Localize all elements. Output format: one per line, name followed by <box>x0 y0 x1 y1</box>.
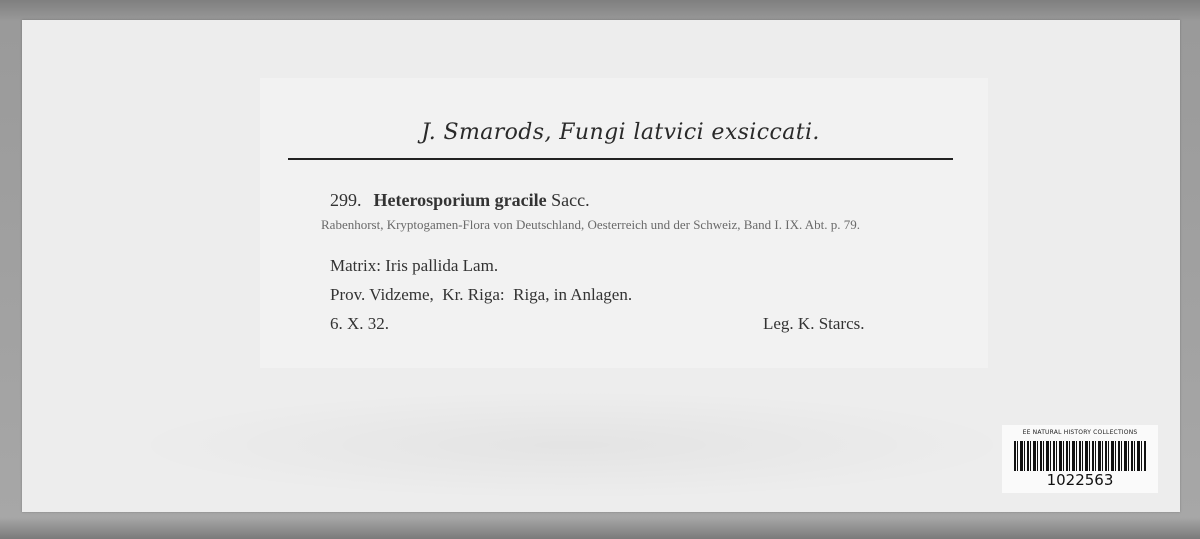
entry-number: 299. <box>330 190 362 210</box>
taxon-author: Sacc. <box>551 190 590 210</box>
locality-line: Prov. Vidzeme, Kr. Riga: Riga, in Anlagen. <box>330 285 633 304</box>
herbarium-sheet <box>22 20 1180 512</box>
barcode-caption: EE NATURAL HISTORY COLLECTIONS <box>1022 429 1138 436</box>
collector: Leg. K. Starcs. <box>763 314 865 333</box>
specimen-label <box>260 78 988 368</box>
taxon-name: Heterosporium gracile <box>373 190 547 210</box>
sheet-shading <box>122 390 1022 500</box>
barcode-number: 1022563 <box>1046 471 1114 489</box>
matrix-line: Matrix: Iris pallida Lam. <box>330 256 499 275</box>
taxon-line <box>330 190 590 211</box>
reference-text: Rabenhorst, Kryptogamen-Flora von Deutschland, Oesterreich und der Schweiz, Band I. IX. Abt. p. 79. <box>321 217 861 232</box>
collection-date: 6. X. 32. <box>330 314 390 333</box>
barcode-bars <box>1014 441 1146 471</box>
header-rule <box>288 158 953 160</box>
literature-reference <box>283 216 948 233</box>
label-header: J. Smarods, Fungi latvici exsiccati. <box>421 120 820 145</box>
barcode-label <box>1002 425 1158 493</box>
